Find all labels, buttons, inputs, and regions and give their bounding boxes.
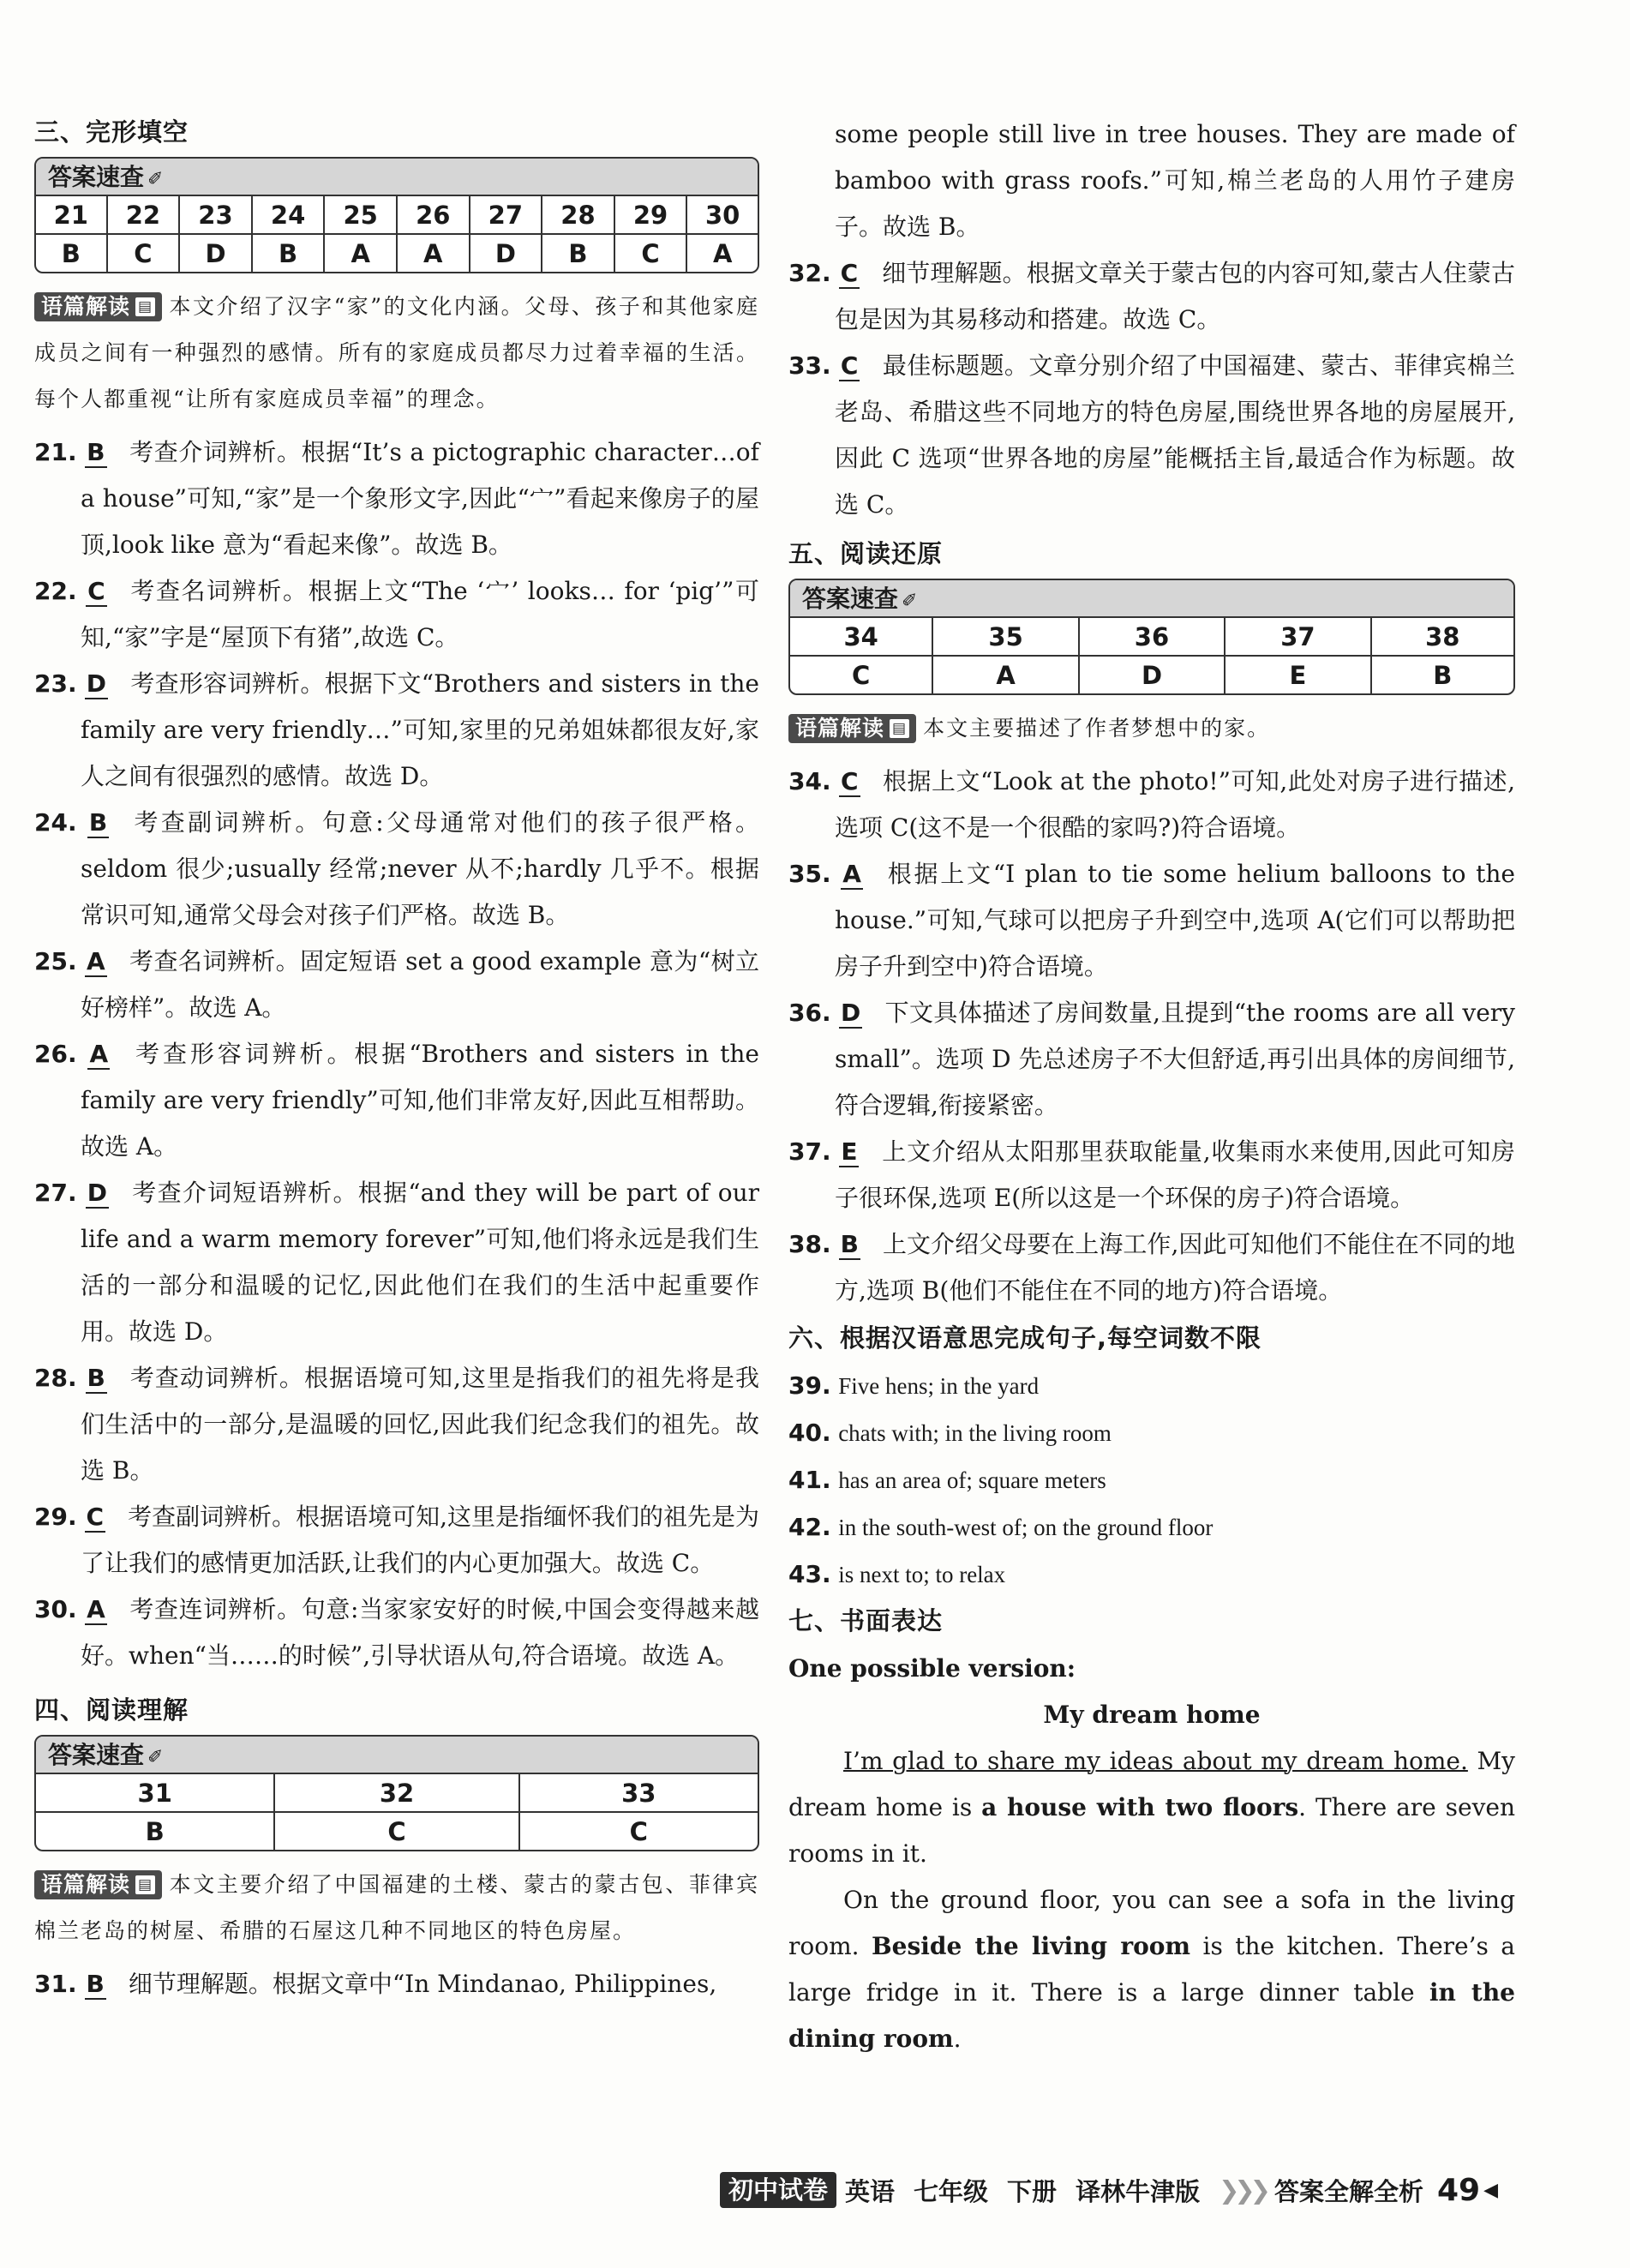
pen-icon: ✐ <box>147 169 164 190</box>
explanation-item-31-continued: some people still live in tree houses. They are made of bamboo with grass roofs.”可知,棉兰老岛的人用竹子建房子。故选 B。 <box>835 120 1515 241</box>
book-icon: ▤ <box>135 1875 155 1894</box>
question-number-cell: 36 <box>1079 618 1225 656</box>
book-icon: ▤ <box>890 719 909 738</box>
section4-title: 四、阅读理解 <box>34 1695 189 1725</box>
answer-cell: B <box>1371 656 1513 693</box>
section5-title: 五、阅读还原 <box>788 539 944 568</box>
chevron-icon: ❯❯❯ <box>1219 2175 1266 2205</box>
triangle-left-icon: ◀ <box>1483 2179 1499 2201</box>
text-analysis-badge: 语篇解读 ▤ <box>34 292 162 321</box>
explanation-item: 26. A 考查形容词辨析。根据“Brothers and sisters in the family are very friendly”可知,他们非常友好,因此互相帮助。故选 A。 <box>34 1040 760 1161</box>
essay-title: My dream home <box>1043 1701 1261 1729</box>
section5-answer-table <box>788 579 1515 695</box>
explanation-item: 36. D 下文具体描述了房间数量,且提到“the rooms are all very small”。选项 D 先总述房子不大但舒适,再引出具体的房间细节,符合逻辑,衔接紧密。 <box>788 999 1515 1119</box>
brand-label: 初中试卷 <box>720 2172 836 2208</box>
section3-answer-table <box>34 157 759 273</box>
answer-cell: E <box>1225 656 1370 693</box>
explanation-item: 28. B 考查动词辨析。根据语境可知,这里是指我们的祖先将是我们生活中的一部分,是温暖的回忆,因此我们纪念我们的祖先。故选 B。 <box>34 1364 760 1485</box>
question-number-cell: 37 <box>1225 618 1370 656</box>
page-number: 49 <box>1437 2172 1481 2208</box>
answer-cell: D <box>470 234 542 272</box>
section5-explanations <box>788 759 1515 1314</box>
sentence-answer-item: 41. has an area of; square meters <box>788 1466 1106 1494</box>
pen-icon: ✐ <box>902 591 918 612</box>
essay-paragraph-1: I’m glad to share my ideas about my dream home. My dream home is a house with two floors. There are seven rooms in it. <box>788 1747 1515 1868</box>
question-number-cell: 32 <box>274 1774 518 1812</box>
question-number-cell: 31 <box>36 1774 274 1812</box>
answer-cell: B <box>145 1816 165 1846</box>
volume-label: 下册 <box>1007 2176 1058 2206</box>
question-number-cell: 35 <box>932 618 1078 656</box>
section3-title: 三、完形填空 <box>34 117 189 147</box>
explanation-item: 25. A 考查名词辨析。固定短语 set a good example 意为“树立好榜样”。故选 A。 <box>34 947 759 1022</box>
left-column <box>34 108 759 2007</box>
explanation-item: 27. D 考查介词短语辨析。根据“and they will be part of our life and a warm memory forever”可知,他们将永远是我们生活的一部分和温暖的记忆,因此他们在我们的生活中起重要作用。故选 D。 <box>34 1179 759 1346</box>
answer-cell: A <box>932 656 1078 693</box>
explanation-item-31: 31. B 细节理解题。根据文章中“In Mindanao, Philippines, <box>34 1970 717 1998</box>
explanation-item: 23. D 考查形容词辨析。根据下文“Brothers and sisters in the family are very friendly…”可知,家里的兄弟姐妹都很友好,家人之间有很强烈的感情。故选 D。 <box>34 669 759 790</box>
explanation-item: 35. A 根据上文“I plan to tie some helium balloons to the house.”可知,气球可以把房子升到空中,选项 A(它们可以帮助把房子升到空中)符合语境。 <box>788 860 1515 981</box>
answer-cell: B <box>61 238 81 268</box>
answer-quick-check-label: 答案速查 <box>802 585 899 613</box>
question-number-cell: 38 <box>1371 618 1513 656</box>
answer-quick-check-label: 答案速查 <box>48 1741 145 1769</box>
section4-text-analysis: 语篇解读 ▤ 本文主要介绍了中国福建的土楼、蒙古的蒙古包、菲律宾棉兰老岛的树屋、希腊的石屋这几种不同地区的特色房屋。 <box>34 1872 759 1943</box>
sentence-answer-item: 43. is next to; to relax <box>788 1560 1006 1588</box>
subject-label: 英语 <box>845 2176 896 2206</box>
edition-label: 译林牛津版 <box>1076 2176 1201 2206</box>
sentence-answer-item: 42. in the south-west of; on the ground floor <box>788 1513 1214 1541</box>
question-number-cell: 23 <box>179 196 252 234</box>
section4-explanations <box>788 250 1515 528</box>
question-number-cell: 30 <box>686 196 758 234</box>
explanation-item: 22. C 考查名词辨析。根据上文“The ‘宀’ looks… for ‘pig’”可知,“家”字是“屋顶下有猪”,故选 C。 <box>34 577 760 651</box>
question-number-cell: 25 <box>324 196 397 234</box>
text-analysis-badge: 语篇解读 ▤ <box>34 1870 162 1899</box>
question-number-cell: 29 <box>614 196 687 234</box>
answer-cell: A <box>397 234 470 272</box>
section5-text-analysis: 语篇解读 ▤ 本文主要描述了作者梦想中的家。 <box>788 705 1515 752</box>
sentence-answer-item: 40. chats with; in the living room <box>788 1419 1112 1447</box>
essay-lead: One possible version: <box>788 1654 1076 1683</box>
question-number-cell: 34 <box>790 618 932 656</box>
explanation-item: 34. C 根据上文“Look at the photo!”可知,此处对房子进行描述,选项 C(这不是一个很酷的家吗?)符合语境。 <box>788 767 1515 842</box>
explanation-item: 24. B 考查副词辨析。句意:父母通常对他们的孩子很严格。seldom 很少;usually 经常;never 从不;hardly 几乎不。根据常识可知,通常父母会对孩子们严格。故选 B。 <box>34 808 760 929</box>
explanation-item: 33. C 最佳标题题。文章分别介绍了中国福建、蒙古、菲律宾棉兰老岛、希腊这些不同地方的特色房屋,围绕世界各地的房屋展开,因此 C 选项“世界各地的房屋”能概括主旨,最适合作为标题。故选 C。 <box>788 351 1515 519</box>
section4-answer-table <box>34 1735 759 1851</box>
section6-title: 六、根据汉语意思完成句子,每空词数不限 <box>788 1323 1262 1353</box>
question-number-cell: 26 <box>397 196 470 234</box>
answer-cell: C <box>519 1812 758 1850</box>
answer-cell: C <box>852 660 871 690</box>
question-number-cell: 22 <box>107 196 180 234</box>
answer-quick-check-label: 答案速查 <box>48 163 145 191</box>
essay-paragraph-2: On the ground floor, you can see a sofa in the living room. Beside the living room is the kitchen. There’s a large fridge in it. There is a large dinner table in the dining room. <box>788 1886 1515 2053</box>
answer-cell: C <box>107 234 180 272</box>
pen-icon: ✐ <box>147 1747 164 1768</box>
answer-cell: C <box>274 1812 518 1850</box>
question-number-cell: 27 <box>470 196 542 234</box>
section6-answers <box>788 1363 1515 1599</box>
grade-label: 七年级 <box>914 2176 989 2206</box>
footer-section-label: 答案全解全析 <box>1273 2176 1423 2206</box>
section3-text-analysis: 语篇解读 ▤ 本文介绍了汉字“家”的文化内涵。父母、孩子和其他家庭成员之间有一种强烈的感情。所有的家庭成员都尽力过着幸福的生活。每个人都重视“让所有家庭成员幸福”的理念。 <box>34 294 759 411</box>
answer-cell: B <box>252 234 325 272</box>
answer-cell: B <box>542 234 614 272</box>
section3-explanations <box>34 429 759 1679</box>
question-number-cell: 24 <box>252 196 325 234</box>
section7-title: 七、书面表达 <box>788 1606 944 1635</box>
answer-cell: A <box>324 234 397 272</box>
answer-cell: D <box>179 234 252 272</box>
explanation-item: 32. C 细节理解题。根据文章关于蒙古包的内容可知,蒙古人住蒙古包是因为其易移动和搭建。故选 C。 <box>788 259 1516 333</box>
answer-cell: A <box>686 234 758 272</box>
page-footer <box>720 2169 1498 2211</box>
sentence-answer-item: 39. Five hens; in the yard <box>788 1371 1040 1400</box>
explanation-item: 30. A 考查连词辨析。句意:当家家安好的时候,中国会变得越来越好。when“当……的时候”,引导状语从句,符合语境。故选 A。 <box>34 1595 759 1670</box>
text-analysis-badge: 语篇解读 ▤ <box>788 714 916 743</box>
question-number-cell: 28 <box>542 196 614 234</box>
explanation-item: 21. B 考查介词辨析。根据“It’s a pictographic character…of a house”可知,“家”是一个象形文字,因此“宀”看起来像房子的屋顶,look like 意为“看起来像”。故选 B。 <box>34 438 759 559</box>
answer-cell: D <box>1079 656 1225 693</box>
book-icon: ▤ <box>135 297 155 316</box>
answer-cell: C <box>614 234 687 272</box>
question-number-cell: 21 <box>36 196 107 234</box>
explanation-item: 29. C 考查副词辨析。根据语境可知,这里是指缅怀我们的祖先是为了让我们的感情更加活跃,让我们的内心更加强大。故选 C。 <box>34 1503 759 1577</box>
explanation-item: 37. E 上文介绍从太阳那里获取能量,收集雨水来使用,因此可知房子很环保,选项 E(所以这是一个环保的房子)符合语境。 <box>788 1137 1515 1212</box>
right-column <box>788 111 1515 2062</box>
explanation-item: 38. B 上文介绍父母要在上海工作,因此可知他们不能住在不同的地方,选项 B(他们不能住在不同的地方)符合语境。 <box>788 1230 1516 1305</box>
question-number-cell: 33 <box>519 1774 758 1812</box>
